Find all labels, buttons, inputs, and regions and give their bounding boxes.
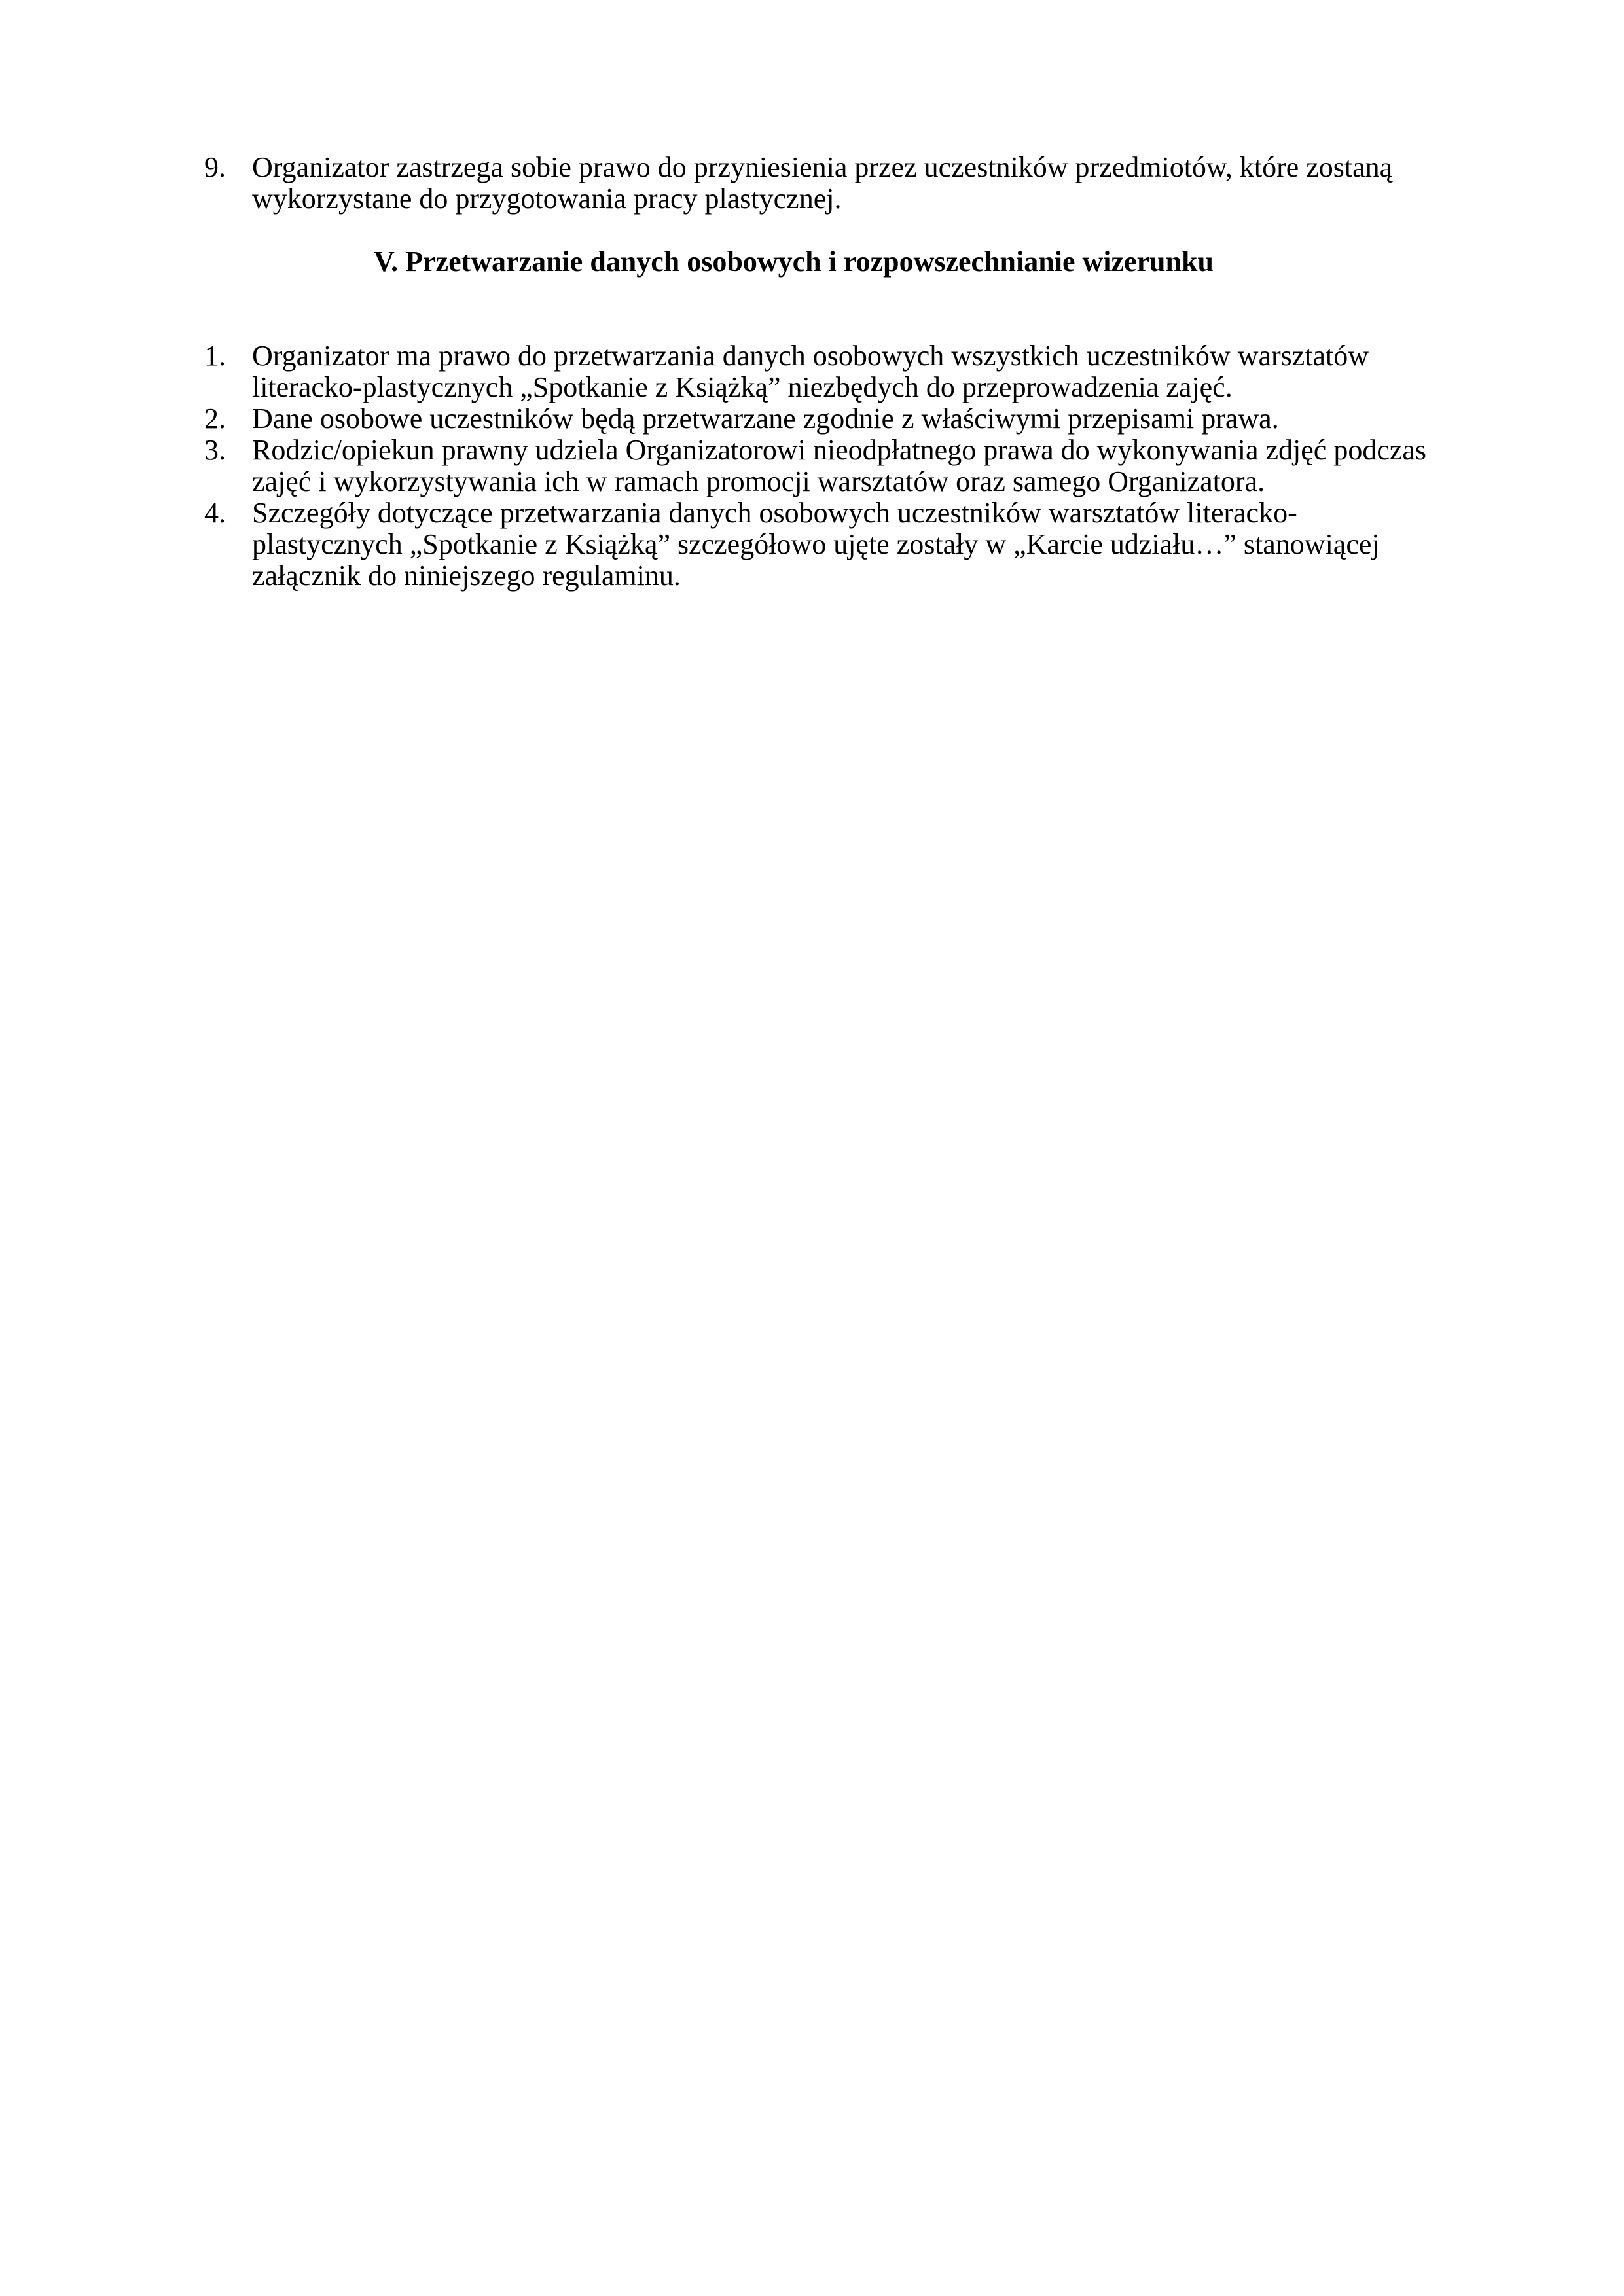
section-list	[204, 340, 1447, 592]
list-item-marker: 2.	[204, 403, 226, 435]
document-content	[204, 152, 1447, 592]
list-item-marker: 4.	[204, 497, 226, 529]
list-item	[204, 435, 1447, 497]
list-item-marker: 1.	[204, 340, 226, 372]
list-item-text: Rodzic/opiekun prawny udziela Organizatorowi nieodpłatnego prawa do wykonywania zdjęć podczas zajęć i wykorzystywania ich w ramach promocji warsztatów oraz samego Organizatora.	[252, 434, 1427, 497]
list-item-text: Organizator ma prawo do przetwarzania danych osobowych wszystkich uczestników warsztatów literacko-plastycznych „Spotkanie z Książką” niezbędych do przeprowadzenia zajęć.	[252, 340, 1369, 403]
list-item-marker: 3.	[204, 434, 226, 466]
list-item	[204, 497, 1447, 592]
list-item-text: Szczegóły dotyczące przetwarzania danych osobowych uczestników warsztatów literacko-plastycznych „Spotkanie z Książką” szczegółowo ujęte zostały w „Karcie udziału…” stanowiącej załącznik do niniejszego regulaminu.	[252, 497, 1380, 592]
list-item	[204, 340, 1447, 403]
section-heading: V. Przetwarzanie danych osobowych i rozpowszechnianie wizerunku	[374, 245, 1214, 278]
vertical-spacer	[204, 215, 1447, 246]
list-item	[204, 403, 1447, 435]
list-item-text: Dane osobowe uczestników będą przetwarzane zgodnie z właściwymi przepisami prawa.	[252, 403, 1279, 435]
previous-section-list	[204, 152, 1447, 215]
list-item	[204, 152, 1447, 215]
list-item-text: Organizator zastrzega sobie prawo do przyniesienia przez uczestników przedmiotów, które zostaną wykorzystane do przygotowania pracy plastycznej.	[252, 151, 1393, 215]
vertical-spacer	[204, 278, 1447, 340]
list-item-marker: 9.	[204, 151, 226, 183]
